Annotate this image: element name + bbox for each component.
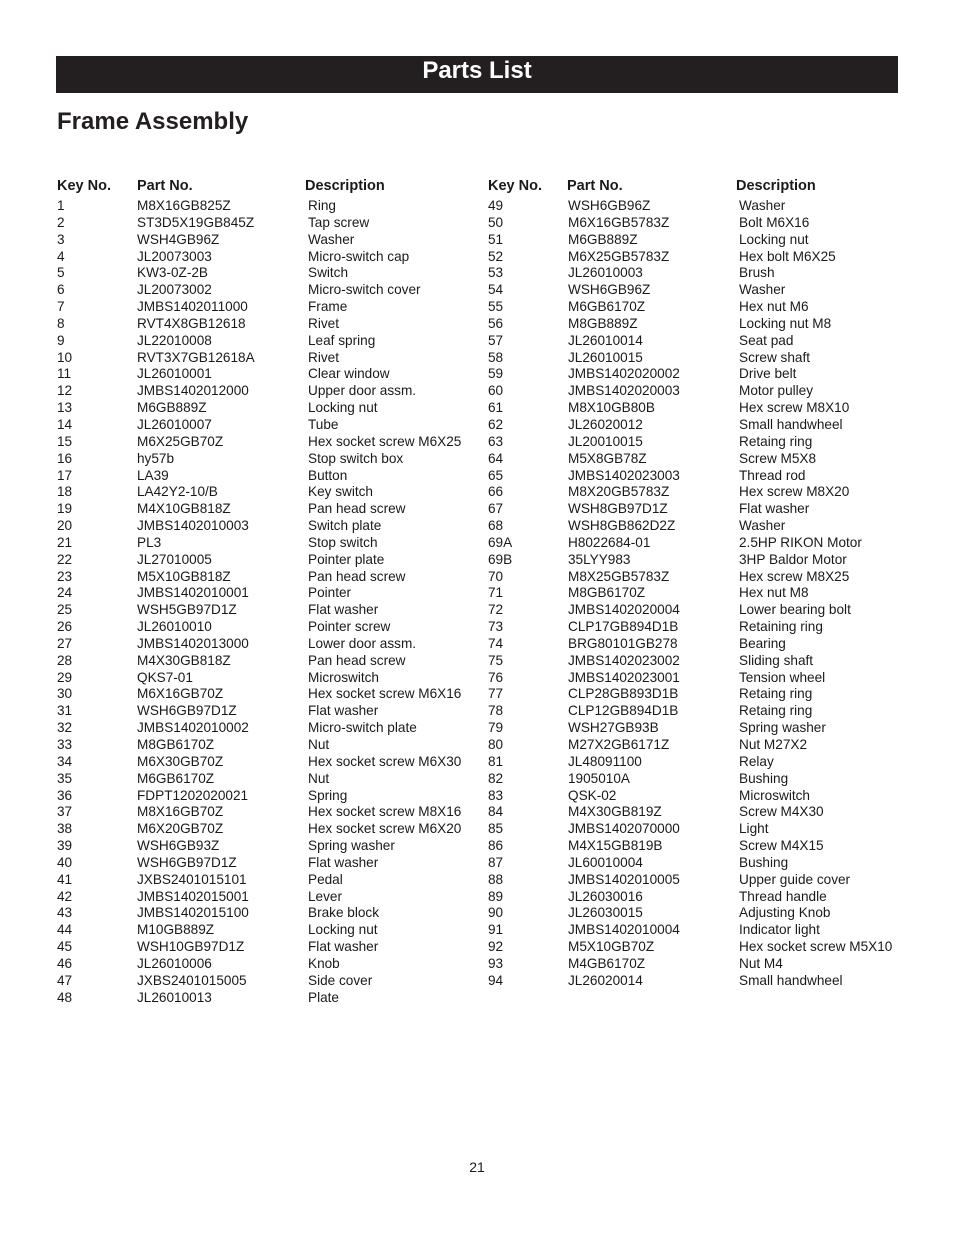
key-no-cell: 76: [488, 669, 504, 685]
part-no-cell: JMBS1402013000: [137, 635, 249, 651]
key-no-cell: 1: [57, 198, 65, 213]
key-no-cell: 75: [488, 652, 504, 668]
key-no-cell: 65: [488, 467, 504, 483]
description-cell: Brush: [739, 265, 775, 281]
key-no-cell: 17: [57, 467, 73, 483]
part-no-cell: JL26010001: [137, 366, 212, 382]
description-cell: Retaing ring: [739, 433, 813, 449]
header-key-no: Key No.: [57, 178, 111, 194]
part-no-cell: JMBS1402023002: [568, 652, 680, 668]
part-no-cell: ST3D5X19GB845Z: [137, 214, 255, 230]
part-no-cell: M4X15GB819B: [568, 838, 663, 854]
description-cell: Micro-switch cover: [308, 282, 421, 298]
description-cell: Flat washer: [308, 703, 379, 719]
description-cell: Hex screw M8X25: [739, 568, 850, 584]
key-no-cell: 11: [57, 366, 72, 382]
part-no-cell: WSH6GB96Z: [568, 282, 651, 298]
part-no-cell: WSH5GB97D1Z: [137, 602, 237, 618]
part-no-cell: M27X2GB6171Z: [568, 737, 670, 752]
description-cell: Hex socket screw M6X30: [308, 753, 462, 769]
key-no-cell: 88: [488, 871, 504, 887]
key-no-cell: 85: [488, 821, 504, 837]
part-no-cell: M6GB6170Z: [568, 299, 646, 315]
part-no-cell: JMBS1402020002: [568, 366, 680, 382]
key-no-cell: 83: [488, 787, 504, 803]
part-no-cell: M8X16GB70Z: [137, 804, 224, 820]
description-cell: Thread rod: [739, 467, 806, 483]
key-no-cell: 72: [488, 602, 504, 618]
key-no-cell: 40: [57, 854, 73, 870]
description-cell: Pan head screw: [308, 568, 406, 584]
part-no-cell: M10GB889Z: [137, 922, 215, 938]
part-no-cell: 1905010A: [568, 770, 630, 786]
key-no-cell: 64: [488, 450, 504, 466]
key-no-cell: 69B: [488, 551, 513, 567]
description-cell: Lever: [308, 888, 343, 904]
part-no-cell: JL26030016: [568, 888, 643, 904]
key-no-cell: 55: [488, 299, 504, 315]
key-no-cell: 81: [488, 753, 504, 769]
part-no-cell: RVT3X7GB12618A: [137, 349, 255, 365]
part-no-cell: M6X16GB5783Z: [568, 214, 670, 230]
description-cell: Pan head screw: [308, 652, 406, 668]
part-no-cell: M6X30GB70Z: [137, 753, 224, 769]
key-no-cell: 54: [488, 282, 504, 298]
part-no-cell: JL26010014: [568, 332, 643, 348]
description-cell: Plate: [308, 989, 339, 1005]
key-no-cell: 92: [488, 939, 504, 955]
part-no-cell: JMBS1402010004: [568, 922, 680, 938]
description-cell: Bushing: [739, 854, 789, 870]
description-cell: Indicator light: [739, 922, 820, 938]
description-cell: Drive belt: [739, 366, 797, 382]
key-no-cell: 50: [488, 214, 504, 230]
description-cell: Knob: [308, 955, 340, 971]
description-cell: Upper door assm.: [308, 383, 417, 399]
key-no-cell: 3: [57, 231, 65, 247]
part-no-cell: JL26020014: [568, 972, 643, 988]
description-cell: Clear window: [308, 366, 390, 382]
description-cell: Hex socket screw M6X20: [308, 821, 462, 837]
part-no-cell: WSH10GB97D1Z: [137, 939, 245, 955]
description-cell: Pedal: [308, 871, 343, 887]
part-no-cell: WSH27GB93B: [568, 720, 659, 736]
part-no-cell: JXBS2401015005: [137, 972, 247, 988]
key-no-cell: 15: [57, 433, 73, 449]
part-no-cell: JL26010003: [568, 265, 643, 281]
description-cell: Stop switch: [308, 534, 378, 550]
description-cell: Tube: [308, 416, 339, 432]
key-no-cell: 36: [57, 787, 73, 803]
key-no-cell: 14: [57, 416, 73, 432]
key-no-cell: 47: [57, 972, 73, 988]
description-cell: Bushing: [739, 770, 789, 786]
part-no-cell: 35LYY983: [568, 551, 631, 567]
part-no-cell: RVT4X8GB12618: [137, 315, 246, 331]
part-no-cell: JMBS1402015100: [137, 905, 249, 921]
key-no-cell: 9: [57, 332, 65, 348]
part-no-cell: JMBS1402023001: [568, 669, 680, 685]
key-no-cell: 60: [488, 383, 504, 399]
description-cell: Button: [308, 467, 348, 483]
key-no-cell: 77: [488, 686, 504, 702]
description-cell: Nut M4: [739, 955, 783, 971]
description-cell: Locking nut: [739, 231, 809, 247]
part-no-cell: M8X20GB5783Z: [568, 484, 670, 500]
key-no-cell: 46: [57, 955, 73, 971]
part-no-cell: JL26010010: [137, 619, 212, 635]
description-cell: Key switch: [308, 484, 373, 500]
description-cell: Pointer screw: [308, 619, 391, 635]
description-cell: Flat washer: [308, 854, 379, 870]
description-cell: Hex socket screw M8X16: [308, 804, 462, 820]
part-no-cell: JL22010008: [137, 332, 212, 348]
description-cell: Nut M27X2: [739, 737, 808, 752]
key-no-cell: 84: [488, 804, 504, 820]
description-cell: Adjusting Knob: [739, 905, 831, 921]
key-no-cell: 43: [57, 905, 73, 921]
key-no-cell: 68: [488, 518, 504, 534]
key-no-cell: 32: [57, 720, 73, 736]
part-no-cell: JL60010004: [568, 854, 643, 870]
description-cell: Hex socket screw M6X25: [308, 433, 462, 449]
description-cell: Lower bearing bolt: [739, 602, 851, 618]
description-cell: Hex nut M8: [739, 585, 809, 601]
description-cell: Relay: [739, 753, 774, 769]
part-no-cell: WSH6GB97D1Z: [137, 703, 237, 719]
description-cell: Frame: [308, 299, 348, 315]
description-cell: Pointer: [308, 585, 352, 601]
header-part-no: Part No.: [137, 178, 193, 194]
key-no-cell: 53: [488, 265, 504, 281]
part-no-cell: JL27010005: [137, 551, 212, 567]
key-no-cell: 5: [57, 265, 65, 281]
key-no-cell: 69A: [488, 534, 513, 550]
part-no-cell: JL26010015: [568, 349, 643, 365]
key-no-cell: 58: [488, 349, 504, 365]
description-cell: Pan head screw: [308, 501, 406, 517]
part-no-cell: CLP12GB894D1B: [568, 703, 679, 719]
description-cell: Upper guide cover: [739, 871, 851, 887]
description-cell: Sliding shaft: [739, 652, 814, 668]
key-no-cell: 28: [57, 652, 73, 668]
description-cell: Side cover: [308, 972, 373, 988]
part-no-cell: JMBS1402020004: [568, 602, 680, 618]
key-no-cell: 7: [57, 299, 65, 315]
key-no-cell: 31: [57, 703, 73, 719]
description-cell: 2.5HP RIKON Motor: [739, 534, 862, 550]
part-no-cell: JMBS1402010005: [568, 871, 680, 887]
key-no-cell: 73: [488, 619, 504, 635]
key-no-cell: 26: [57, 619, 73, 635]
part-no-cell: H8022684-01: [568, 534, 651, 550]
part-no-cell: LA39: [137, 467, 169, 483]
description-cell: Flat washer: [739, 501, 810, 517]
key-no-cell: 2: [57, 214, 65, 230]
description-cell: 3HP Baldor Motor: [739, 551, 847, 567]
part-no-cell: PL3: [137, 534, 162, 550]
key-no-cell: 70: [488, 568, 504, 584]
description-cell: Spring washer: [308, 838, 395, 854]
description-cell: Screw shaft: [739, 349, 811, 365]
part-no-cell: M8X25GB5783Z: [568, 568, 670, 584]
key-no-cell: 12: [57, 383, 73, 399]
part-no-cell: M6X20GB70Z: [137, 821, 224, 837]
key-no-cell: 74: [488, 635, 504, 651]
part-no-cell: CLP28GB893D1B: [568, 686, 679, 702]
description-cell: Stop switch box: [308, 450, 404, 466]
key-no-cell: 56: [488, 315, 504, 331]
key-no-cell: 89: [488, 888, 504, 904]
part-no-cell: JL26030015: [568, 905, 643, 921]
key-no-cell: 78: [488, 703, 504, 719]
part-no-cell: CLP17GB894D1B: [568, 619, 679, 635]
part-no-cell: WSH6GB97D1Z: [137, 854, 237, 870]
key-no-cell: 13: [57, 400, 73, 416]
description-cell: Locking nut M8: [739, 315, 832, 331]
header-description: Description: [305, 178, 385, 194]
description-cell: Locking nut: [308, 922, 378, 938]
key-no-cell: 21: [57, 534, 73, 550]
description-cell: Switch plate: [308, 518, 382, 534]
part-no-cell: LA42Y2-10/B: [137, 484, 218, 500]
header-part-no: Part No.: [567, 178, 623, 194]
description-cell: Thread handle: [739, 888, 827, 904]
key-no-cell: 22: [57, 551, 73, 567]
key-no-cell: 24: [57, 585, 73, 601]
part-no-cell: JL20073002: [137, 282, 212, 298]
part-no-cell: M4GB6170Z: [568, 955, 646, 971]
key-no-cell: 30: [57, 686, 73, 702]
key-no-cell: 59: [488, 366, 504, 382]
description-cell: Washer: [739, 198, 786, 213]
description-cell: Small handwheel: [739, 972, 843, 988]
key-no-cell: 82: [488, 770, 504, 786]
key-no-cell: 71: [488, 585, 504, 601]
part-no-cell: M6GB889Z: [137, 400, 207, 416]
description-cell: Bolt M6X16: [739, 214, 810, 230]
part-no-cell: JMBS1402070000: [568, 821, 680, 837]
description-cell: Leaf spring: [308, 332, 376, 348]
part-no-cell: JMBS1402012000: [137, 383, 249, 399]
description-cell: Ring: [308, 198, 336, 213]
key-no-cell: 34: [57, 753, 73, 769]
key-no-cell: 44: [57, 922, 73, 938]
key-no-cell: 49: [488, 198, 504, 213]
key-no-cell: 66: [488, 484, 504, 500]
part-no-cell: JL48091100: [568, 753, 642, 769]
description-cell: Locking nut: [308, 400, 378, 416]
key-no-cell: 86: [488, 838, 504, 854]
description-cell: Flat washer: [308, 939, 379, 955]
part-no-cell: QKS7-01: [137, 669, 193, 685]
part-no-cell: WSH4GB96Z: [137, 231, 220, 247]
header-key-no: Key No.: [488, 178, 542, 194]
description-cell: Light: [739, 821, 769, 837]
key-no-cell: 79: [488, 720, 504, 736]
part-no-cell: hy57b: [137, 450, 175, 466]
part-no-cell: M5X8GB78Z: [568, 450, 647, 466]
key-no-cell: 87: [488, 854, 504, 870]
description-cell: Small handwheel: [739, 416, 843, 432]
description-cell: Washer: [739, 282, 786, 298]
part-no-cell: JMBS1402023003: [568, 467, 680, 483]
part-no-cell: M6X25GB70Z: [137, 433, 224, 449]
description-cell: Micro-switch cap: [308, 248, 410, 264]
description-cell: Retaing ring: [739, 703, 813, 719]
description-cell: Nut: [308, 770, 330, 786]
description-cell: Flat washer: [308, 602, 379, 618]
key-no-cell: 62: [488, 416, 504, 432]
part-no-cell: JMBS1402015001: [137, 888, 249, 904]
description-cell: Switch: [308, 265, 349, 281]
key-no-cell: 35: [57, 770, 73, 786]
part-no-cell: M6GB6170Z: [137, 770, 215, 786]
key-no-cell: 52: [488, 248, 504, 264]
key-no-cell: 29: [57, 669, 73, 685]
description-cell: Microswitch: [308, 669, 379, 685]
key-no-cell: 67: [488, 501, 504, 517]
part-no-cell: JL26010006: [137, 955, 212, 971]
description-cell: Spring: [308, 787, 348, 803]
part-no-cell: M4X30GB819Z: [568, 804, 662, 820]
description-cell: Brake block: [308, 905, 380, 921]
description-cell: Screw M5X8: [739, 450, 817, 466]
part-no-cell: JMBS1402010001: [137, 585, 249, 601]
part-no-cell: M8X16GB825Z: [137, 198, 231, 213]
page-number: 21: [469, 1159, 485, 1175]
banner-title: Parts List: [422, 57, 532, 84]
description-cell: Tap screw: [308, 214, 370, 230]
description-cell: Screw M4X15: [739, 838, 824, 854]
description-cell: Micro-switch plate: [308, 720, 417, 736]
description-cell: Retaining ring: [739, 619, 823, 635]
part-no-cell: QSK-02: [568, 787, 617, 803]
description-cell: Rivet: [308, 349, 339, 365]
key-no-cell: 27: [57, 635, 73, 651]
part-no-cell: M6X16GB70Z: [137, 686, 224, 702]
page-banner: [56, 56, 898, 93]
description-cell: Hex socket screw M6X16: [308, 686, 462, 702]
key-no-cell: 6: [57, 282, 65, 298]
part-no-cell: JL26010007: [137, 416, 212, 432]
description-cell: Hex bolt M6X25: [739, 248, 836, 264]
part-no-cell: BRG80101GB278: [568, 635, 678, 651]
part-no-cell: M6X25GB5783Z: [568, 248, 670, 264]
key-no-cell: 8: [57, 315, 65, 331]
description-cell: Seat pad: [739, 332, 794, 348]
key-no-cell: 42: [57, 888, 73, 904]
key-no-cell: 25: [57, 602, 73, 618]
key-no-cell: 10: [57, 349, 73, 365]
description-cell: Spring washer: [739, 720, 826, 736]
part-no-cell: JL20010015: [568, 433, 643, 449]
description-cell: Retaing ring: [739, 686, 813, 702]
part-no-cell: JMBS1402011000: [137, 299, 248, 315]
key-no-cell: 94: [488, 972, 504, 988]
description-cell: Pointer plate: [308, 551, 385, 567]
key-no-cell: 18: [57, 484, 73, 500]
description-cell: Microswitch: [739, 787, 810, 803]
key-no-cell: 51: [488, 231, 504, 247]
description-cell: Screw M4X30: [739, 804, 824, 820]
key-no-cell: 23: [57, 568, 73, 584]
description-cell: Bearing: [739, 635, 786, 651]
part-no-cell: WSH8GB97D1Z: [568, 501, 668, 517]
key-no-cell: 45: [57, 939, 73, 955]
part-no-cell: WSH6GB93Z: [137, 838, 220, 854]
part-no-cell: M8GB6170Z: [568, 585, 646, 601]
part-no-cell: M5X10GB818Z: [137, 568, 231, 584]
key-no-cell: 90: [488, 905, 504, 921]
description-cell: Hex nut M6: [739, 299, 809, 315]
description-cell: Tension wheel: [739, 669, 826, 685]
key-no-cell: 38: [57, 821, 73, 837]
description-cell: Hex screw M8X10: [739, 400, 850, 416]
part-no-cell: M8X10GB80B: [568, 400, 655, 416]
description-cell: Washer: [308, 231, 355, 247]
description-cell: Rivet: [308, 315, 339, 331]
part-no-cell: M5X10GB70Z: [568, 939, 655, 955]
key-no-cell: 4: [57, 248, 65, 264]
part-no-cell: JL26020012: [568, 416, 643, 432]
part-no-cell: M8GB6170Z: [137, 737, 215, 752]
key-no-cell: 63: [488, 433, 504, 449]
key-no-cell: 80: [488, 737, 504, 752]
part-no-cell: WSH8GB862D2Z: [568, 518, 676, 534]
description-cell: Motor pulley: [739, 383, 814, 399]
key-no-cell: 48: [57, 989, 73, 1005]
part-no-cell: M4X30GB818Z: [137, 652, 231, 668]
description-cell: Hex screw M8X20: [739, 484, 850, 500]
description-cell: Washer: [739, 518, 786, 534]
part-no-cell: KW3-0Z-2B: [137, 265, 209, 281]
section-title: Frame Assembly: [57, 108, 249, 135]
key-no-cell: 61: [488, 400, 504, 416]
key-no-cell: 16: [57, 450, 73, 466]
key-no-cell: 20: [57, 518, 73, 534]
key-no-cell: 33: [57, 737, 73, 752]
key-no-cell: 37: [57, 804, 73, 820]
part-no-cell: JL26010013: [137, 989, 212, 1005]
part-no-cell: JL20073003: [137, 248, 212, 264]
part-no-cell: FDPT1202020021: [137, 787, 249, 803]
key-no-cell: 57: [488, 332, 504, 348]
description-cell: Lower door assm.: [308, 635, 417, 651]
part-no-cell: M4X10GB818Z: [137, 501, 231, 517]
part-no-cell: M8GB889Z: [568, 315, 638, 331]
key-no-cell: 91: [488, 922, 504, 938]
description-cell: Hex socket screw M5X10: [739, 939, 893, 955]
part-no-cell: WSH6GB96Z: [568, 198, 651, 213]
part-no-cell: JMBS1402010003: [137, 518, 249, 534]
part-no-cell: JMBS1402010002: [137, 720, 249, 736]
key-no-cell: 93: [488, 955, 504, 971]
part-no-cell: JXBS2401015101: [137, 871, 247, 887]
description-cell: Nut: [308, 737, 330, 752]
key-no-cell: 39: [57, 838, 73, 854]
part-no-cell: M6GB889Z: [568, 231, 638, 247]
header-description: Description: [736, 178, 816, 194]
key-no-cell: 19: [57, 501, 73, 517]
part-no-cell: JMBS1402020003: [568, 383, 680, 399]
key-no-cell: 41: [57, 871, 73, 887]
